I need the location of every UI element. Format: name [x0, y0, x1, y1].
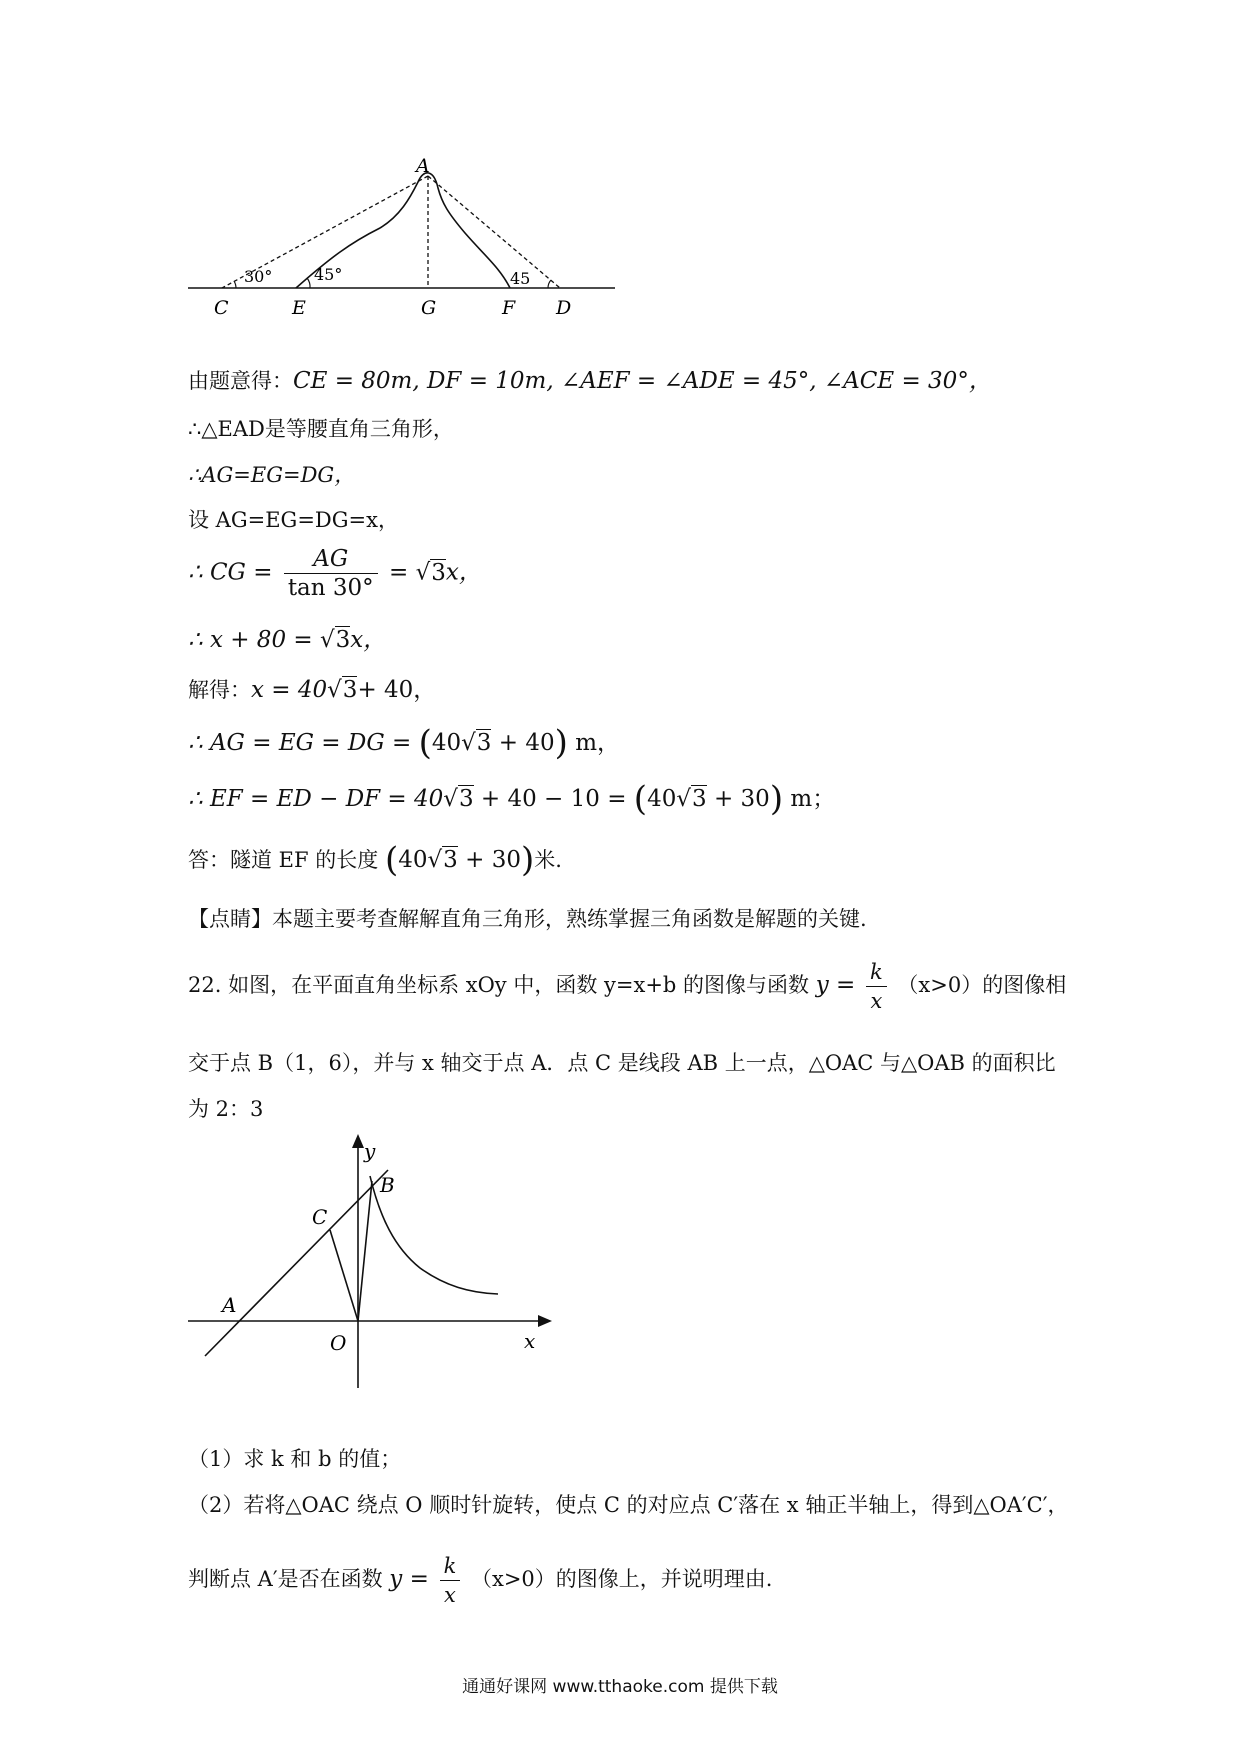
angle-arc-d — [548, 280, 551, 288]
solution-given — [188, 366, 992, 396]
q3-frac-num: k — [440, 1552, 461, 1581]
solve-radicand: 3 — [342, 677, 358, 703]
mountain-diagram — [180, 148, 620, 318]
comment-text: 【点睛】本题主要考查解解直角三角形，熟练掌握三角函数是解题的关键. — [188, 907, 867, 931]
question-2-cont — [188, 1552, 772, 1609]
angle-arc-e — [307, 278, 310, 288]
answer-pre: 答：隧道 EF 的长度 — [188, 848, 379, 872]
ef-unit: m； — [790, 786, 836, 812]
q1-text: （1）求 k 和 b 的值； — [188, 1447, 402, 1471]
q3-post: （x>0）的图像上，并说明理由. — [470, 1567, 773, 1591]
cg-numerator: AG — [284, 545, 378, 574]
label-O: O — [330, 1331, 347, 1355]
segment-OC — [330, 1230, 358, 1321]
p22-line3: 为 2：3 — [188, 1097, 264, 1121]
p22-line1-pre: 22. 如图，在平面直角坐标系 xOy 中，函数 y=x+b 的图像与函数 — [188, 973, 810, 997]
x-axis-arrow — [538, 1315, 552, 1327]
cg-denominator: tan 30° — [287, 575, 374, 601]
eq2-pre: ∴ x + 80 = — [188, 627, 320, 653]
solution-ef: ∴ EF = ED − DF = 40√3 + 40 − 10 = (40√3 + 30) m； — [188, 779, 836, 819]
cg-radicand: 3 — [431, 559, 446, 586]
solution-eq2: ∴ x + 80 = √3x， — [188, 627, 387, 653]
solve-eq-post: + 40， — [357, 677, 437, 703]
ag-inner-pre: 40 — [431, 730, 462, 756]
cg-rhs-post: x， — [445, 559, 482, 586]
solve-prefix: 解得： — [188, 678, 251, 702]
answer-inner-post: + 30 — [465, 847, 521, 873]
label-D: D — [556, 297, 572, 318]
label-C: C — [312, 1205, 328, 1229]
question-1 — [188, 1444, 401, 1474]
label-E: E — [292, 297, 306, 318]
q3-pre: 判断点 A′是否在函数 — [188, 1567, 383, 1591]
label-A: A — [416, 155, 430, 177]
isosceles-text: ∴△EAD是等腰直角三角形， — [188, 417, 454, 441]
label-x: x — [524, 1329, 536, 1353]
angle-label-45-left: 45° — [314, 265, 343, 284]
ag-inner-post: + 40 — [498, 730, 555, 756]
ef-inner-pre: 40 — [647, 786, 677, 812]
coordinate-diagram — [180, 1128, 560, 1398]
ef-pre: ∴ EF = ED − DF = 40 — [188, 786, 444, 812]
cg-rhs-pre: = √ — [388, 559, 431, 586]
eq2-post: x， — [350, 627, 387, 653]
p22-line2: 交于点 B（1，6），并与 x 轴交于点 A．点 C 是线段 AB 上一点，△OAC 与△OAB 的面积比 — [188, 1051, 1056, 1075]
solution-ag: ∴ AG = EG = DG = (40√3 + 40) m， — [188, 723, 620, 763]
solution-cg — [188, 545, 482, 602]
label-A: A — [222, 1293, 237, 1317]
ag-unit: m， — [575, 730, 620, 756]
q3-fraction — [440, 1552, 461, 1609]
solution-answer: 答：隧道 EF 的长度 (40√3 + 30)米. — [188, 840, 562, 880]
angle-label-45-right: 45 — [510, 269, 531, 288]
label-F: F — [502, 297, 516, 318]
angle-arc-c — [234, 281, 236, 288]
p22-frac-den: x — [870, 989, 883, 1013]
p22-fraction — [866, 958, 887, 1015]
eq2-radicand: 3 — [335, 627, 351, 653]
solve-eq-pre: x = 40 — [251, 677, 328, 703]
cg-fraction — [284, 545, 378, 602]
angle-label-30: 30° — [244, 267, 273, 286]
set-x-text: 设 AG=EG=DG=x， — [188, 508, 399, 532]
q3-frac-den: x — [444, 1583, 456, 1607]
solution-equal-sides — [188, 460, 355, 490]
segment-OB — [358, 1181, 372, 1321]
q2-text: （2）若将△OAC 绕点 O 顺时针旋转，使点 C 的对应点 C′落在 x 轴正半轴上，得到△OA′C′， — [188, 1493, 1069, 1517]
answer-inner-radicand: 3 — [443, 847, 458, 873]
footer-text: 通通好课网 www.tthaoke.com 提供下载 — [462, 1677, 778, 1697]
p22-frac-num: k — [866, 958, 887, 987]
ag-pre: ∴ AG = EG = DG = — [188, 730, 412, 756]
ef-inner-post: + 30 — [713, 786, 770, 812]
ef-mid: + 40 − 10 = — [480, 786, 627, 812]
given-formula: CE = 80m, DF = 10m, ∠AEF = ∠ADE = 45°, ∠ACE = 30°， — [293, 368, 992, 394]
dashed-AD — [428, 176, 560, 288]
solution-comment — [188, 904, 867, 934]
q3-lhs: y = — [389, 1566, 429, 1592]
y-axis-arrow — [352, 1134, 364, 1148]
label-y: y — [364, 1139, 376, 1163]
label-B: B — [380, 1173, 395, 1197]
line-AB — [205, 1170, 388, 1356]
problem22-line3 — [188, 1094, 263, 1124]
p22-line1-post: （x>0）的图像相 — [897, 973, 1067, 997]
p22-frac-lhs: y = — [815, 972, 856, 998]
label-G: G — [421, 297, 437, 318]
cg-lhs: ∴ CG = — [188, 559, 273, 586]
ag-inner-radicand: 3 — [476, 730, 492, 756]
solution-isosceles — [188, 414, 454, 444]
label-C: C — [214, 297, 229, 318]
answer-inner-pre: 40 — [398, 847, 428, 873]
given-prefix: 由题意得： — [188, 369, 293, 393]
ef-inner-radicand: 3 — [692, 786, 707, 812]
solution-solve: 解得：x = 40√3+ 40， — [188, 677, 437, 703]
ef-radicand: 3 — [458, 786, 474, 812]
question-2 — [188, 1490, 1068, 1520]
equal-sides-text: ∴AG=EG=DG， — [188, 463, 356, 487]
answer-post: 米. — [534, 848, 562, 872]
page-footer — [0, 1672, 1240, 1697]
solution-set-x — [188, 505, 399, 535]
problem22-line1 — [188, 958, 1066, 1015]
problem22-line2 — [188, 1048, 1056, 1078]
